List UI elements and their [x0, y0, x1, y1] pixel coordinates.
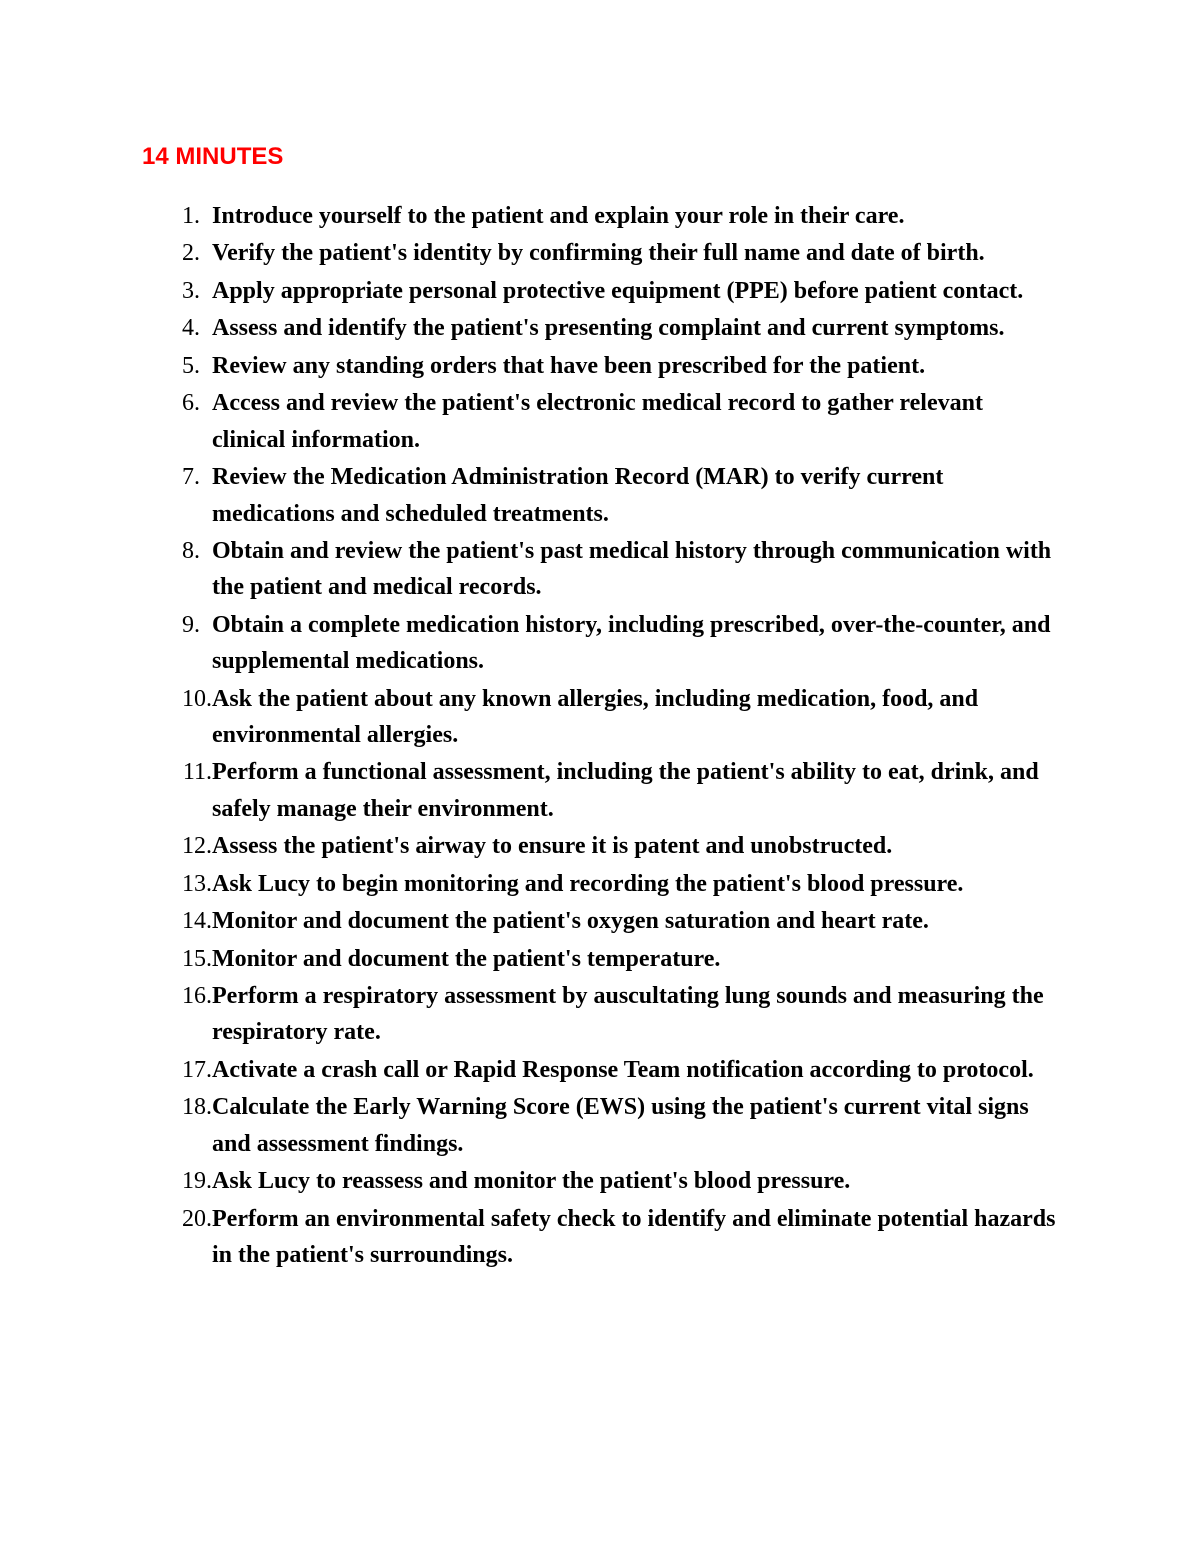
list-item: [142, 941, 1072, 977]
list-item-text: Perform a respiratory assessment by auscultating lung sounds and measuring the respiratory rate.: [212, 983, 1044, 1046]
list-item: [142, 607, 1072, 680]
list-item-text: Obtain and review the patient's past medical history through communication with the patient and medical records.: [212, 537, 1052, 601]
list-item-number: 18.: [182, 1094, 212, 1121]
list-item-text: Perform an environmental safety check to identify and eliminate potential hazards in the patient's surroundings.: [212, 1205, 1056, 1268]
list-item-number: 7.: [182, 464, 200, 491]
list-item: [142, 978, 1072, 1051]
list-item-number: 14.: [182, 908, 212, 935]
list-item-text: Activate a crash call or Rapid Response Team notification according to protocol.: [212, 1056, 1034, 1083]
list-item-text: Ask Lucy to begin monitoring and recording the patient's blood pressure.: [212, 870, 964, 897]
list-item-text: Ask the patient about any known allergies, including medication, food, and environmental allergies.: [212, 685, 979, 748]
list-item: [142, 310, 1072, 346]
list-item-text: Introduce yourself to the patient and explain your role in their care.: [212, 203, 905, 229]
list-item: [142, 1052, 1072, 1088]
list-item-number: 15.: [182, 945, 212, 972]
list-item: [142, 273, 1072, 309]
list-item-number: 6.: [182, 390, 200, 417]
list-item: [142, 385, 1072, 458]
list-item: [142, 459, 1072, 532]
list-item-text: Verify the patient's identity by confirming their full name and date of birth.: [212, 240, 985, 267]
list-item-number: 19.: [182, 1168, 212, 1195]
list-item-number: 10.: [182, 685, 212, 712]
page-title: 14 MINUTES: [142, 143, 284, 170]
list-item-text: Ask Lucy to reassess and monitor the patient's blood pressure.: [212, 1168, 851, 1195]
list-item-number: 9.: [182, 611, 200, 638]
list-item: [142, 533, 1072, 606]
list-item-text: Review any standing orders that have been prescribed for the patient.: [212, 352, 926, 379]
list-item: [142, 1089, 1072, 1162]
list-item-number: 3.: [182, 277, 200, 304]
list-item-number: 8.: [182, 537, 200, 564]
list-item: [142, 903, 1072, 939]
list-item-number: 16.: [182, 983, 212, 1010]
list-item-number: 17.: [182, 1056, 212, 1083]
list-item-text: Review the Medication Administration Record (MAR) to verify current medications and scheduled treatments.: [212, 464, 944, 527]
list-item-text: Apply appropriate personal protective equipment (PPE) before patient contact.: [212, 277, 1024, 304]
list-item: [142, 866, 1072, 902]
list-item-text: Access and review the patient's electronic medical record to gather relevant clinical information.: [212, 390, 983, 453]
list-item-text: Assess the patient's airway to ensure it is patent and unobstructed.: [212, 833, 893, 860]
list-item: [142, 235, 1072, 271]
list-item: [142, 198, 1072, 234]
list-item: [142, 754, 1072, 827]
steps-list: [142, 198, 1072, 1274]
list-item-number: 2.: [182, 240, 200, 267]
list-item-number: 13.: [182, 870, 212, 897]
list-item: [142, 1201, 1072, 1274]
list-item-number: 20.: [182, 1205, 212, 1232]
list-item-text: Monitor and document the patient's temperature.: [212, 945, 721, 972]
list-item-number: 5.: [182, 352, 200, 379]
list-item-number: 1.: [182, 203, 200, 229]
list-item-text: Perform a functional assessment, including the patient's ability to eat, drink, and safely manage their environment.: [212, 759, 1039, 822]
list-item: [142, 1163, 1072, 1199]
list-item-text: Calculate the Early Warning Score (EWS) using the patient's current vital signs and assessment findings.: [212, 1094, 1029, 1157]
list-item-number: 4.: [182, 315, 200, 342]
list-item-number: 11.: [182, 759, 212, 786]
list-item: [142, 348, 1072, 384]
list-item: [142, 681, 1072, 754]
list-item-text: Monitor and document the patient's oxygen saturation and heart rate.: [212, 908, 929, 935]
list-item-text: Assess and identify the patient's presenting complaint and current symptoms.: [212, 315, 1005, 342]
list-item: [142, 828, 1072, 864]
list-item-number: 12.: [182, 833, 212, 860]
list-item-text: Obtain a complete medication history, including prescribed, over-the-counter, and supplemental medications.: [212, 611, 1051, 675]
